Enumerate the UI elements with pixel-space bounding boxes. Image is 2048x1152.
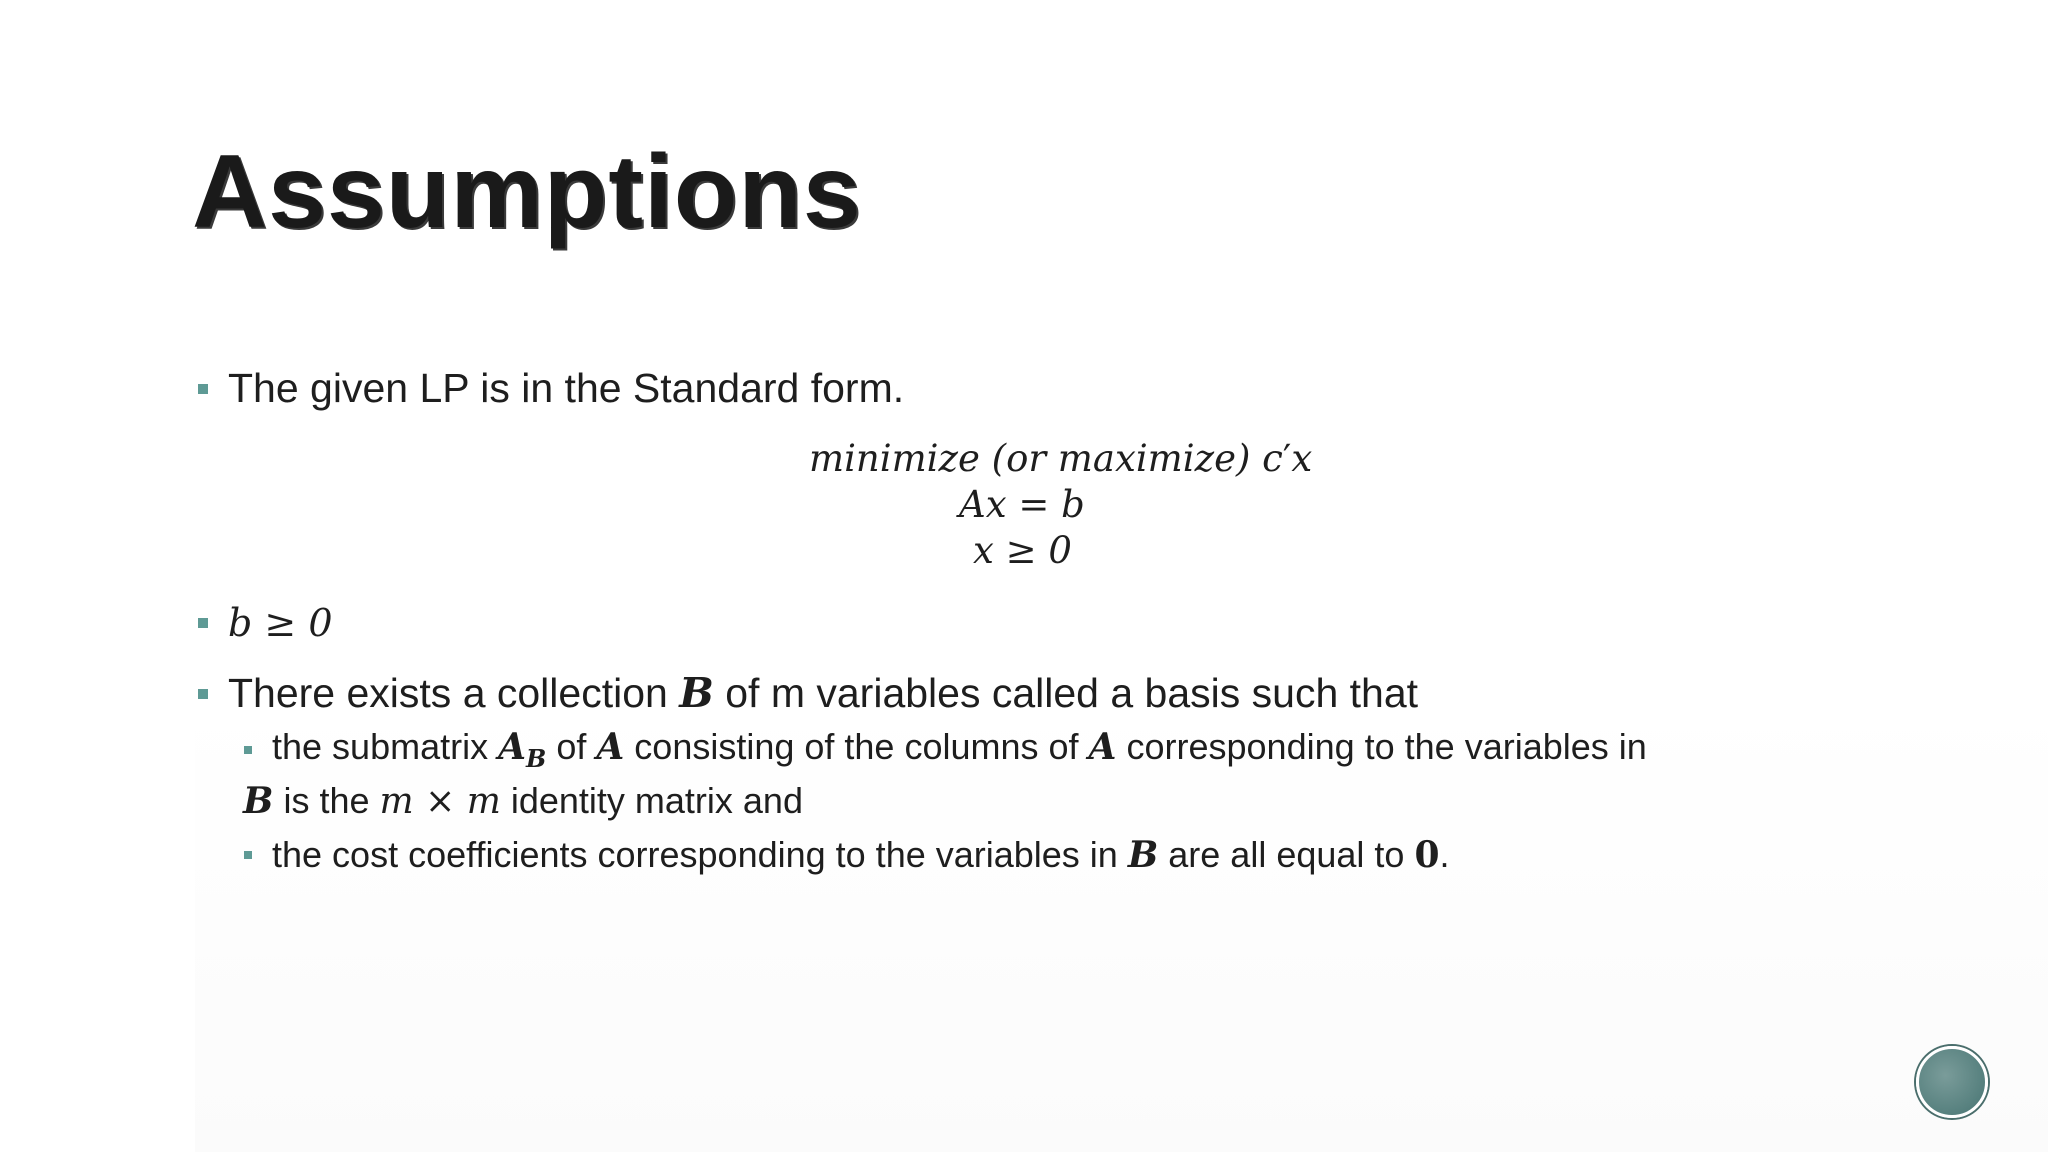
text-segment: identity matrix and (500, 780, 803, 821)
bullet-text: The given LP is in the Standard form. (228, 365, 905, 411)
bullet-marker-icon (198, 689, 208, 699)
sub-bullet-submatrix (244, 726, 1647, 774)
objective-text: minimize (or maximize) (809, 437, 1263, 480)
sub-bullet-submatrix-continued (243, 780, 803, 822)
math-sub-B: B (526, 744, 547, 774)
sub-bullet-text (272, 726, 1647, 774)
text-segment: the submatrix (272, 726, 499, 767)
text-segment: of m variables called a basis such that (713, 670, 1419, 716)
math-A: A (596, 726, 625, 768)
slide-title: Assumptions (192, 134, 862, 250)
objective-c: c (1262, 437, 1283, 480)
math-m: m (379, 781, 414, 822)
bullet-marker-icon (244, 746, 252, 754)
bullet-marker-icon (198, 618, 208, 628)
text-segment: There exists a collection (228, 670, 680, 716)
text-segment: is the (273, 780, 380, 821)
math-zero: 0 (1414, 834, 1440, 876)
bullet-standard-form (198, 365, 905, 411)
math-B: B (1127, 834, 1159, 876)
text-segment: corresponding to the variables in (1116, 726, 1647, 767)
math-B: B (243, 780, 274, 822)
objective-x: x (1291, 437, 1313, 480)
bullet-text (228, 669, 1419, 717)
math-A: A (1088, 726, 1117, 768)
text-segment: are all equal to (1158, 834, 1415, 875)
sub-bullet-text (243, 780, 803, 822)
math-times: × (413, 781, 467, 822)
math-m: m (466, 781, 501, 822)
bullet-marker-icon (244, 851, 252, 859)
equation-nonnegativity: x ≥ 0 (973, 529, 1072, 572)
bullet-b-nonnegative (198, 601, 333, 645)
bullet-math: b ≥ 0 (228, 601, 333, 645)
circle-nav-icon[interactable] (1916, 1046, 1988, 1118)
text-segment: the cost coefficients corresponding to the variables in (272, 834, 1128, 875)
text-segment: . (1439, 834, 1450, 875)
sub-bullet-cost (244, 834, 1450, 876)
equation-objective (809, 437, 1313, 480)
bullet-basis (198, 669, 1419, 717)
text-segment: of (546, 726, 597, 767)
bullet-marker-icon (198, 384, 208, 394)
sub-bullet-text (272, 834, 1450, 876)
math-A-B (498, 726, 547, 774)
equation-constraint: Ax = b (959, 483, 1085, 526)
objective-prime: ′ (1282, 437, 1292, 480)
math-A: A (498, 726, 527, 768)
text-segment: consisting of the columns of (624, 726, 1089, 767)
math-B: B (679, 669, 714, 717)
